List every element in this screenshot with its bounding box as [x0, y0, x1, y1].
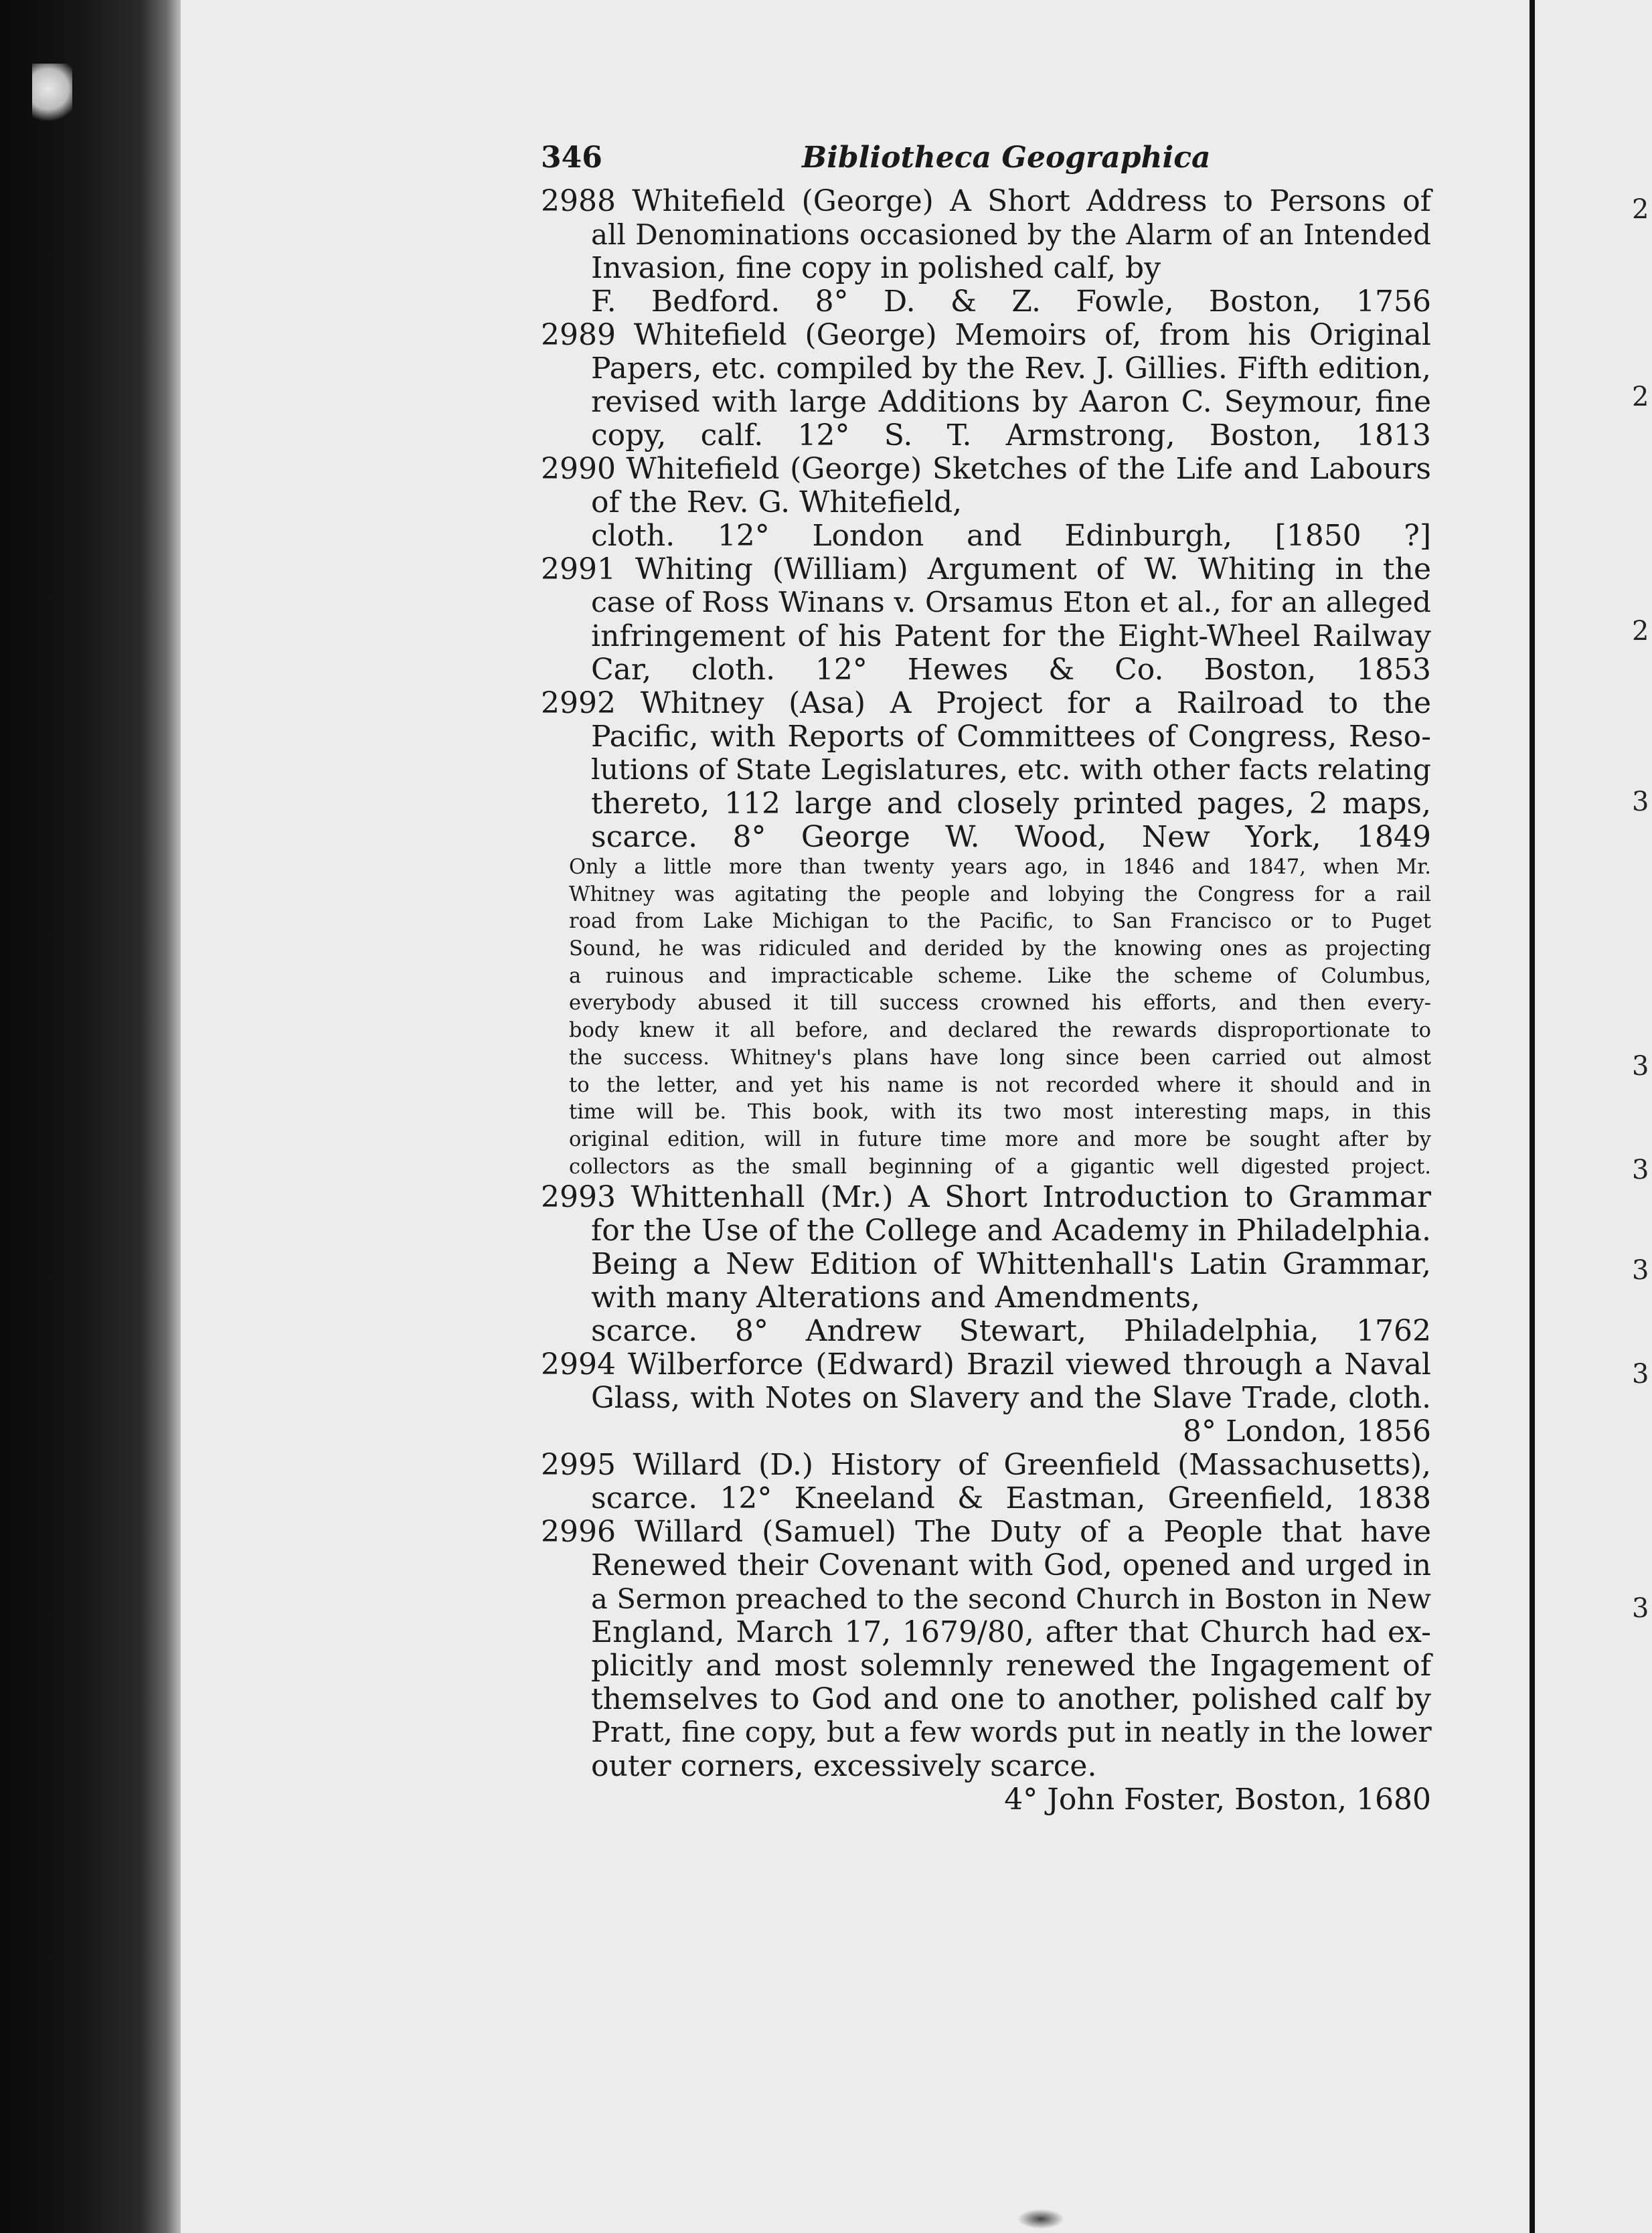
catalogue-entries — [541, 185, 1431, 1817]
entry-number: 2988 — [541, 184, 616, 218]
entry-first-line — [541, 185, 1431, 218]
entry-imprint-line: scarce. 8° George W. Wood, New York, 1849 — [591, 820, 1431, 854]
entry-text-line: for the Use of the College and Academy in Philadelphia. — [591, 1214, 1431, 1248]
entry-text-line: with many Alterations and Amendments, — [591, 1280, 1200, 1315]
catalogue-entry — [541, 1348, 1431, 1449]
running-title: Bibliotheca Geographica — [802, 141, 1211, 175]
bibliographic-note — [541, 854, 1431, 1181]
entry-number: 2994 — [541, 1347, 616, 1382]
book-binding-edge — [0, 0, 181, 2233]
note-line: body knew it all before, and declared the rewards disproportionate to — [569, 1019, 1431, 1043]
entry-text-line: Pratt, fine copy, but a few words put in neatly in the lower — [591, 1716, 1432, 1750]
entry-text-line: Glass, with Notes on Slavery and the Slave Trade, cloth. — [591, 1382, 1431, 1416]
page-fold-line — [1530, 0, 1535, 2233]
note-line: road from Lake Michigan to the Pacific, to San Francisco or to Puget — [569, 910, 1431, 934]
note-line: Whitney was agitating the people and lobying the Congress for a rail — [569, 882, 1431, 906]
note-line: everybody abused it till success crowned his efforts, and then every- — [569, 991, 1431, 1015]
entry-text-line: infringement of his Patent for the Eight-Wheel Railway — [591, 619, 1431, 653]
entry-number: 2990 — [541, 452, 616, 486]
note-line: original edition, will in future time more and more be sought after by — [569, 1127, 1431, 1151]
page-header — [541, 141, 1431, 181]
entry-first-line — [541, 687, 1431, 720]
entry-imprint-line: 4° John Foster, Boston, 1680 — [1004, 1783, 1431, 1817]
catalogue-entry — [541, 452, 1431, 553]
entry-text-line: England, March 17, 1679/80, after that Church had ex- — [591, 1615, 1431, 1650]
margin-number: 3 — [1632, 787, 1649, 817]
entry-text-line: thereto, 112 large and closely printed pages, 2 maps, — [591, 787, 1431, 821]
entry-imprint-line: scarce. 8° Andrew Stewart, Philadelphia, 1762 — [591, 1314, 1431, 1349]
entry-text-line: of the Rev. G. Whitefield, — [591, 485, 963, 519]
entry-imprint-line: Car, cloth. 12° Hewes & Co. Boston, 1853 — [591, 653, 1431, 687]
catalogue-entry — [541, 1181, 1431, 1348]
note-line: collectors as the small beginning of a gigantic well digested project. — [569, 1155, 1431, 1179]
entry-text-line: Whitefield (George) Sketches of the Life and Labours — [626, 452, 1431, 486]
entry-text-line: Whiting (William) Argument of W. Whiting in the — [635, 552, 1431, 586]
entry-text-line: Willard (Samuel) The Duty of a People that have — [635, 1515, 1431, 1550]
entry-text-line: themselves to God and one to another, polished calf by — [591, 1682, 1431, 1717]
entry-first-line — [541, 1449, 1431, 1482]
margin-number: 3 — [1632, 1051, 1649, 1082]
margin-number: 3 — [1632, 1593, 1649, 1624]
entry-text-line: plicitly and most solemnly renewed the Ingagement of — [591, 1649, 1431, 1683]
entry-text-line: outer corners, excessively scarce. — [591, 1749, 1097, 1784]
page-number: 346 — [541, 141, 602, 175]
note-line: Only a little more than twenty years ago, in 1846 and 1847, when Mr. — [569, 855, 1431, 879]
entry-text-line: Whitney (Asa) A Project for a Railroad to the — [640, 686, 1431, 720]
entry-first-line — [541, 1348, 1431, 1382]
entry-first-line — [541, 1515, 1431, 1549]
entry-text-line: Papers, etc. compiled by the Rev. J. Gillies. Fifth edition, — [591, 351, 1431, 386]
note-line: the success. Whitney's plans have long since been carried out almost — [569, 1046, 1431, 1070]
scan-smudge — [1017, 2209, 1064, 2229]
entry-first-line — [541, 452, 1431, 486]
entry-imprint-line: cloth. 12° London and Edinburgh, [1850 ?] — [591, 519, 1431, 553]
catalogue-entry — [541, 185, 1431, 319]
entry-imprint-line: scarce. 12° Kneeland & Eastman, Greenfield, 1838 — [591, 1481, 1431, 1516]
entry-text-line: Whitefield (George) A Short Address to Persons of — [632, 184, 1431, 218]
margin-number: 3 — [1632, 1155, 1649, 1185]
entry-text-line: revised with large Additions by Aaron C. Seymour, fine — [591, 385, 1431, 419]
entry-text-line: all Denominations occasioned by the Alarm of an Intended — [591, 218, 1431, 251]
entry-imprint-line: copy, calf. 12° S. T. Armstrong, Boston, 1813 — [591, 418, 1431, 452]
note-line: Sound, he was ridiculed and derided by the knowing ones as projecting — [569, 937, 1431, 961]
catalogue-entry — [541, 1515, 1431, 1817]
catalogue-entry — [541, 687, 1431, 1181]
margin-number: 3 — [1632, 1255, 1649, 1286]
margin-number: 2 — [1632, 194, 1649, 225]
entry-number: 2992 — [541, 686, 616, 720]
catalogue-entry — [541, 319, 1431, 452]
entry-text-line: a Sermon preached to the second Church in Boston in New — [591, 1582, 1431, 1616]
note-line: a ruinous and impracticable scheme. Like the scheme of Columbus, — [569, 964, 1431, 988]
entry-number: 2993 — [541, 1180, 616, 1215]
entry-first-line — [541, 553, 1431, 586]
note-line: time will be. This book, with its two most interesting maps, in this — [569, 1100, 1431, 1125]
margin-number: 2 — [1632, 382, 1649, 412]
entry-text-line: Pacific, with Reports of Committees of Congress, Reso- — [591, 720, 1431, 754]
entry-first-line — [541, 1181, 1431, 1214]
entry-imprint-line: 8° London, 1856 — [1183, 1414, 1431, 1449]
adjacent-page-strip — [1535, 0, 1652, 2233]
entry-first-line — [541, 319, 1431, 352]
entry-imprint-line: F. Bedford. 8° D. & Z. Fowle, Boston, 1756 — [591, 284, 1431, 319]
entry-text-line: Being a New Edition of Whittenhall's Latin Grammar, — [591, 1247, 1431, 1282]
binding-stamp-mark — [32, 64, 72, 127]
entry-number: 2995 — [541, 1448, 616, 1483]
margin-number: 2 — [1632, 616, 1649, 647]
entry-text-line: case of Ross Winans v. Orsamus Eton et al., for an alleged — [591, 586, 1431, 619]
entry-text-line: Willard (D.) History of Greenfield (Massachusetts), — [633, 1448, 1431, 1483]
margin-number: 3 — [1632, 1359, 1649, 1390]
entry-text-line: Invasion, fine copy in polished calf, by — [591, 251, 1161, 285]
catalogue-entry — [541, 553, 1431, 687]
entry-text-line: Renewed their Covenant with God, opened and urged in — [591, 1549, 1431, 1583]
entry-number: 2991 — [541, 552, 616, 586]
catalogue-entry — [541, 1449, 1431, 1515]
entry-text-line: lutions of State Legislatures, etc. with other facts relating — [591, 754, 1431, 787]
entry-text-line: Whittenhall (Mr.) A Short Introduction to Grammar — [631, 1180, 1431, 1215]
entry-text-line: Wilberforce (Edward) Brazil viewed through a Naval — [627, 1347, 1431, 1382]
entry-number: 2996 — [541, 1515, 616, 1550]
entry-text-line: Whitefield (George) Memoirs of, from his Original — [633, 318, 1431, 352]
note-line: to the letter, and yet his name is not recorded where it should and in — [569, 1073, 1431, 1097]
entry-number: 2989 — [541, 318, 616, 352]
